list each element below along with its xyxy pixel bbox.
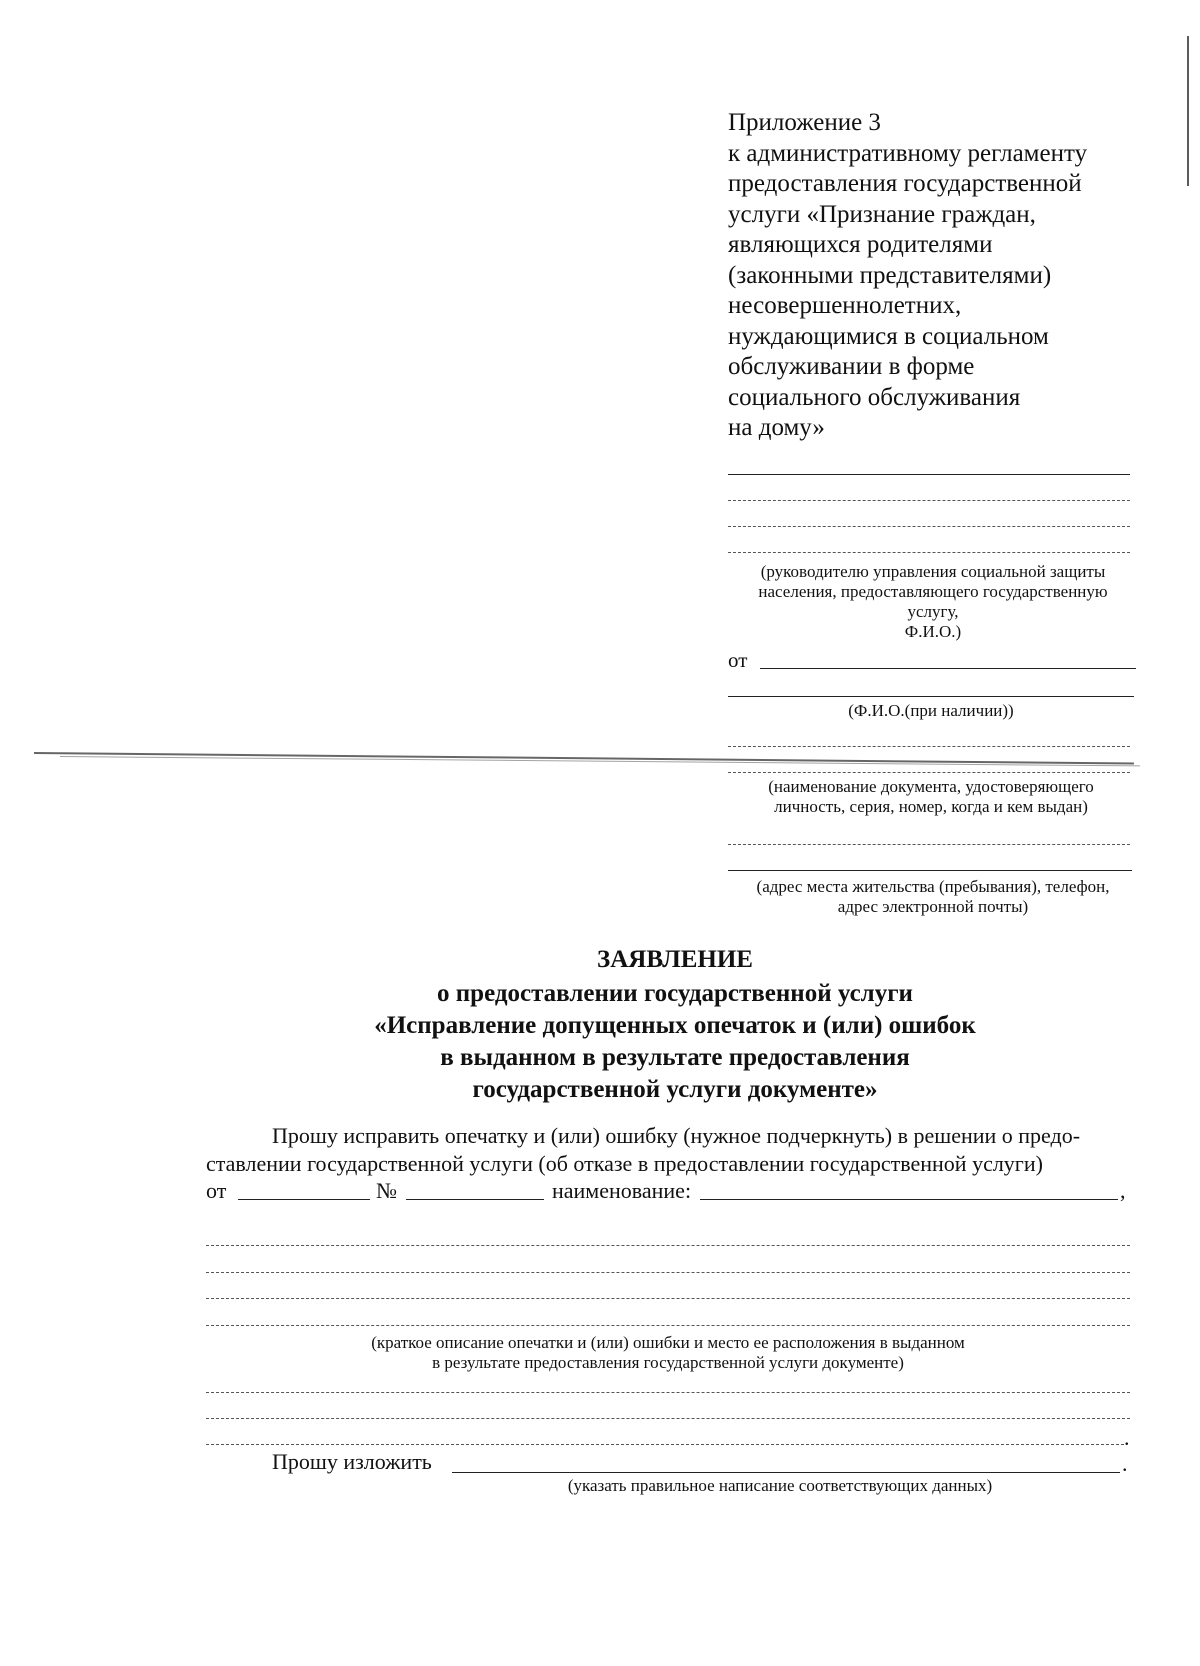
description-line[interactable] xyxy=(206,1245,1130,1246)
document-line[interactable] xyxy=(728,772,1130,773)
recipient-caption: (руководителю управления социальной защиты населения, предоставляющего государственную услугу, Ф.И.О.) xyxy=(758,562,1108,641)
extra-description-line[interactable] xyxy=(206,1392,1130,1393)
document-line[interactable] xyxy=(728,746,1130,747)
description-caption: (краткое описание опечатки и (или) ошибки и место ее расположения в выданном в результате предоставления государственной услуги документе) xyxy=(371,1333,965,1372)
extra-description-dot: . xyxy=(1124,1425,1130,1450)
document-title: ЗАЯВЛЕНИЕ xyxy=(597,946,753,973)
extra-description-line[interactable] xyxy=(206,1418,1130,1419)
appendix-line: обслуживании в форме xyxy=(728,353,975,380)
scan-artifact-line xyxy=(34,752,1134,765)
recipient-line[interactable] xyxy=(728,474,1130,475)
restate-field[interactable] xyxy=(452,1472,1120,1473)
applicant-fio-line-2[interactable] xyxy=(728,696,1134,697)
applicant-fio-line[interactable] xyxy=(760,668,1136,669)
decision-name-comma: , xyxy=(1120,1178,1126,1203)
recipient-line[interactable] xyxy=(728,552,1130,553)
appendix-line: к административному регламенту xyxy=(728,139,1088,167)
description-line[interactable] xyxy=(206,1272,1130,1273)
appendix-line: предоставления государственной xyxy=(728,170,1082,197)
appendix-header xyxy=(728,108,1148,444)
address-caption: (адрес места жительства (пребывания), телефон, адрес электронной почты) xyxy=(756,877,1110,916)
restate-dot: . xyxy=(1122,1451,1128,1476)
appendix-line: услуги «Признание граждан, xyxy=(728,200,1036,228)
restate-caption: (указать правильное написание соответствующих данных) xyxy=(567,1476,993,1495)
recipient-line[interactable] xyxy=(728,526,1130,527)
address-line[interactable] xyxy=(728,870,1132,871)
decision-number-label: № xyxy=(376,1178,397,1203)
restate-label: Прошу изложить xyxy=(272,1449,432,1474)
decision-date-label: от xyxy=(206,1178,227,1203)
document-caption: (наименование документа, удостоверяющего личность, серия, номер, когда и кем выдан) xyxy=(768,777,1094,816)
description-line[interactable] xyxy=(206,1298,1130,1299)
request-text-line-2: ставлении государственной услуги (об отказе в предоставлении государственной услуги) xyxy=(206,1151,1043,1176)
decision-name-label: наименование: xyxy=(552,1178,692,1203)
appendix-line: (законными представителями) xyxy=(728,261,1052,289)
appendix-line: на дому» xyxy=(728,414,825,441)
appendix-line: являющихся родителями xyxy=(728,231,993,258)
decision-number-field[interactable] xyxy=(406,1199,544,1200)
appendix-line: Приложение 3 xyxy=(728,109,881,136)
fio-caption: (Ф.И.О.(при наличии)) xyxy=(848,701,1014,720)
description-line[interactable] xyxy=(206,1325,1130,1326)
document-subtitle: о предоставлении государственной услуги «Исправление допущенных опечаток и (или) ошибок в выданном в результате предоставления государственной услуги документе» xyxy=(374,980,976,1103)
appendix-line: социального обслуживания xyxy=(728,383,1021,411)
appendix-line: несовершеннолетних, xyxy=(728,292,962,319)
decision-name-field[interactable] xyxy=(700,1199,1118,1200)
scan-edge-mark xyxy=(1187,36,1189,186)
address-line[interactable] xyxy=(728,844,1130,845)
decision-date-field[interactable] xyxy=(238,1199,370,1200)
from-label: от xyxy=(728,648,748,672)
request-text-line-1: Прошу исправить опечатку и (или) ошибку (нужное подчеркнуть) в решении о предо- xyxy=(272,1123,1081,1148)
extra-description-line[interactable] xyxy=(206,1444,1124,1445)
appendix-line: нуждающимися в социальном xyxy=(728,322,1049,350)
recipient-line[interactable] xyxy=(728,500,1130,501)
